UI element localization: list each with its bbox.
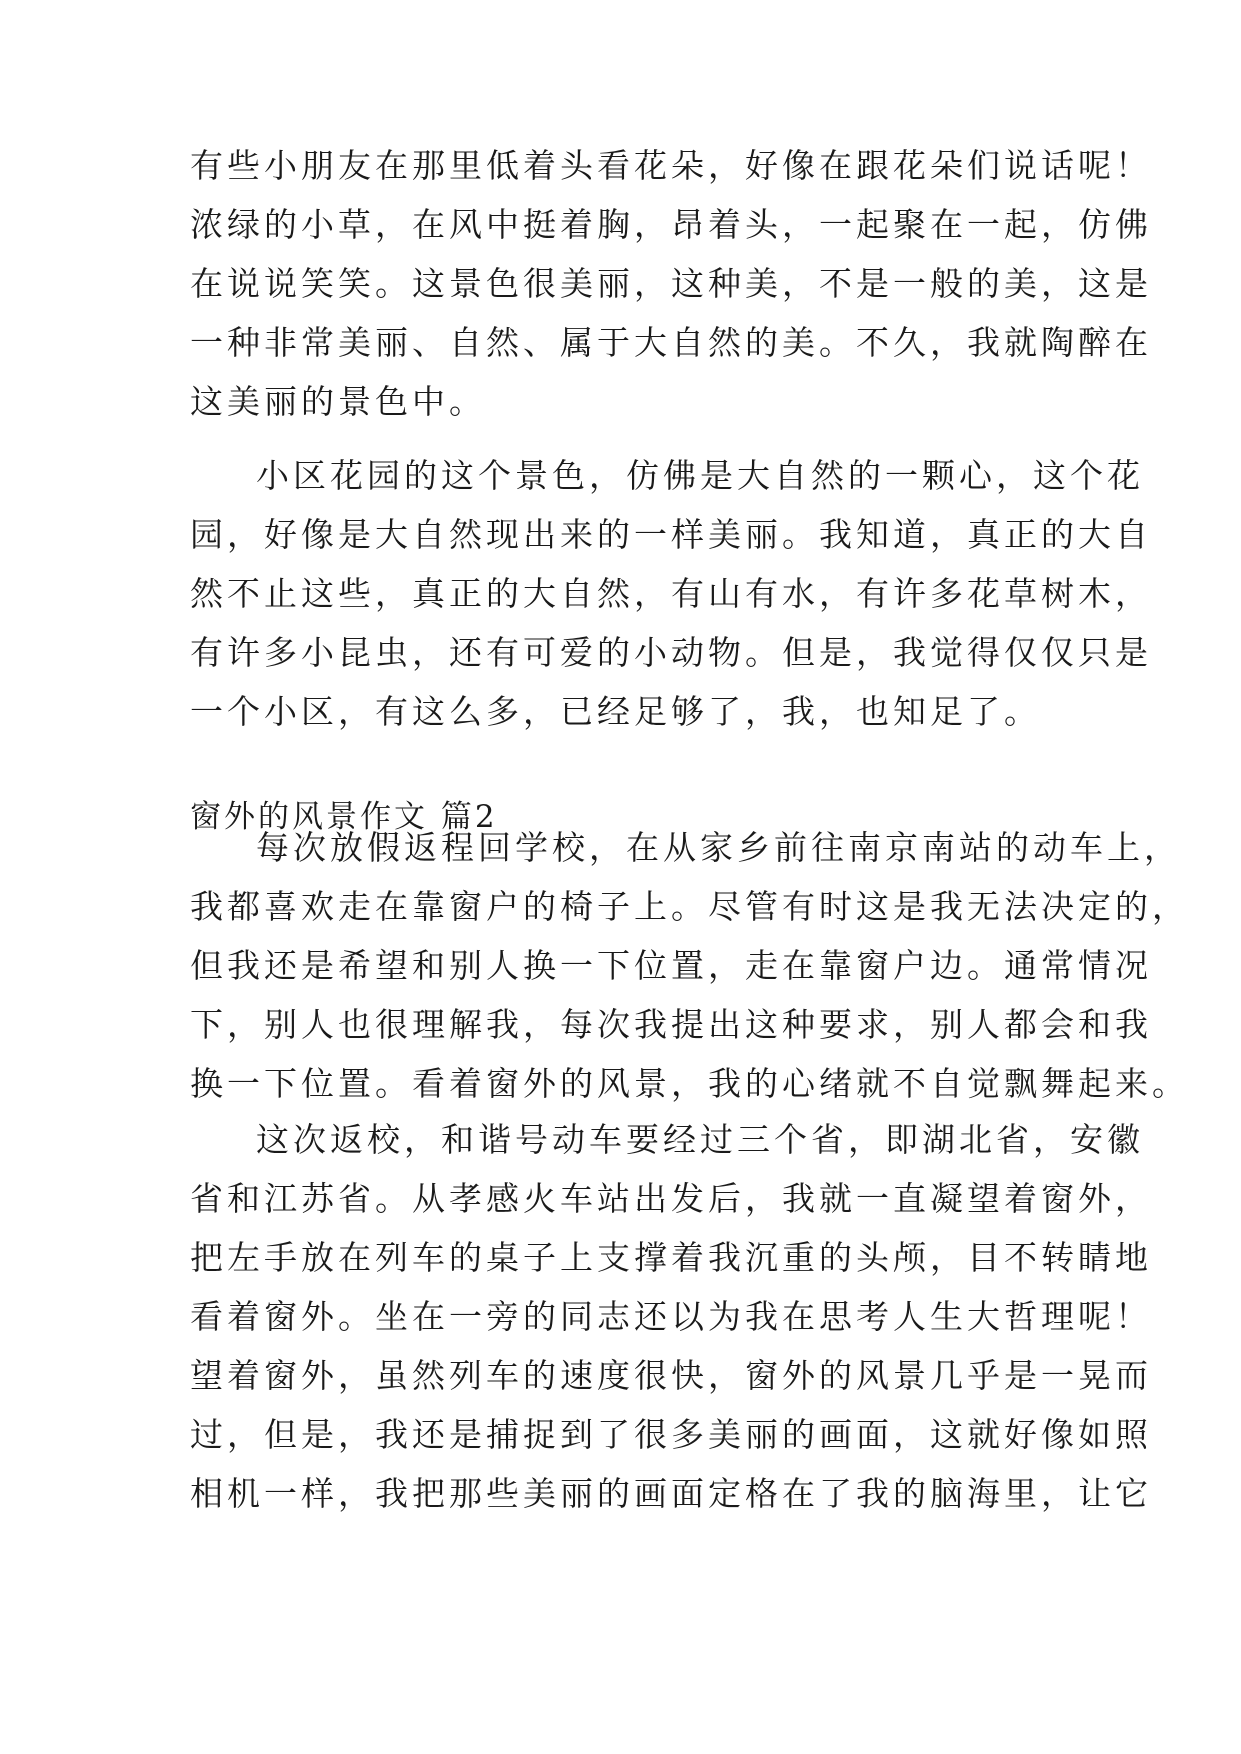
text-line: 一个小区，有这么多，已经足够了，我，也知足了。 [190, 692, 1041, 731]
paragraph-train-window [190, 818, 1189, 1113]
text-line: 浓绿的小草，在风中挺着胸，昂着头，一起聚在一起，仿佛 [190, 205, 1152, 244]
text-line: 这次返校，和谐号动车要经过三个省，即湖北省，安徽 [256, 1120, 1144, 1159]
text-line: 下，别人也很理解我，每次我提出这种要求，别人都会和我 [190, 1005, 1152, 1044]
text-line: 但我还是希望和别人换一下位置，走在靠窗户边。通常情况 [190, 946, 1152, 985]
text-line: 然不止这些，真正的大自然，有山有水，有许多花草树木， [190, 574, 1152, 613]
text-line: 园，好像是大自然现出来的一样美丽。我知道，真正的大自 [190, 515, 1152, 554]
text-line: 把左手放在列车的桌子上支撑着我沉重的头颅，目不转睛地 [190, 1238, 1152, 1277]
paragraph-flower-kids [190, 136, 1152, 431]
text-line: 省和江苏省。从孝感火车站出发后，我就一直凝望着窗外， [190, 1179, 1152, 1218]
text-line: 过，但是，我还是捕捉到了很多美丽的画面，这就好像如照 [190, 1415, 1152, 1454]
text-line: 这美丽的景色中。 [190, 382, 486, 421]
section-heading: 窗外的风景作文 篇2 [190, 799, 498, 835]
text-line: 一种非常美丽、自然、属于大自然的美。不久，我就陶醉在 [190, 323, 1152, 362]
text-line: 小区花园的这个景色，仿佛是大自然的一颗心，这个花 [256, 456, 1144, 495]
text-line: 在说说笑笑。这景色很美丽，这种美，不是一般的美，这是 [190, 264, 1152, 303]
text-line: 望着窗外，虽然列车的速度很快，窗外的风景几乎是一晃而 [190, 1356, 1152, 1395]
text-line: 相机一样，我把那些美丽的画面定格在了我的脑海里，让它 [190, 1474, 1152, 1513]
text-line: 我都喜欢走在靠窗户的椅子上。尽管有时这是我无法决定的， [190, 887, 1189, 926]
text-line: 有些小朋友在那里低着头看花朵，好像在跟花朵们说话呢！ [190, 146, 1152, 185]
text-line: 看着窗外。坐在一旁的同志还以为我在思考人生大哲理呢！ [190, 1297, 1152, 1336]
paragraph-return-trip [190, 1110, 1152, 1523]
text-line: 每次放假返程回学校，在从家乡前往南京南站的动车上， [256, 828, 1181, 867]
text-line: 换一下位置。看着窗外的风景，我的心绪就不自觉飘舞起来。 [190, 1064, 1189, 1103]
text-line: 有许多小昆虫，还有可爱的小动物。但是，我觉得仅仅只是 [190, 633, 1152, 672]
paragraph-garden-scene [190, 446, 1152, 741]
